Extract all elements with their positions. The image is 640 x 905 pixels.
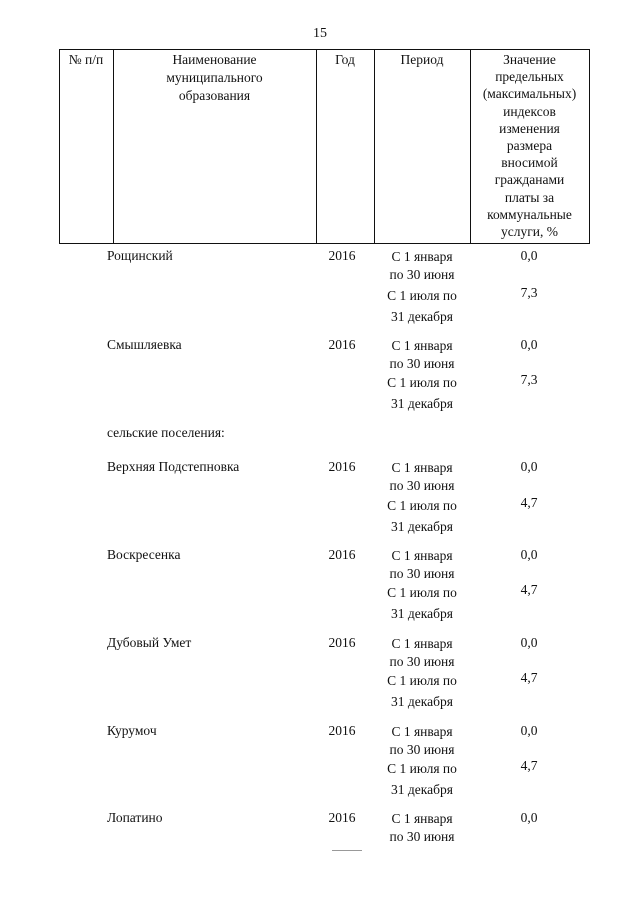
year-cell: 2016 bbox=[328, 810, 356, 825]
header-value-line: Значение bbox=[503, 52, 556, 67]
municipality-name: Рощинский bbox=[107, 248, 173, 263]
header-bottom-border bbox=[59, 243, 590, 244]
period-line: С 1 января bbox=[391, 548, 453, 563]
period-line: С 1 января bbox=[391, 338, 453, 353]
col-border bbox=[316, 49, 317, 244]
header-value-line: (максимальных) bbox=[482, 86, 577, 102]
period-cell bbox=[376, 635, 468, 671]
header-value-line: гражданами bbox=[494, 172, 565, 188]
period-line: С 1 января bbox=[391, 249, 453, 264]
period-line: 31 декабря bbox=[391, 606, 453, 621]
col-border bbox=[374, 49, 375, 244]
page-number: 15 bbox=[313, 26, 327, 41]
value-cell: 4,7 bbox=[520, 495, 538, 510]
period-line: С 1 июля по bbox=[387, 375, 457, 390]
period-cell bbox=[376, 459, 468, 495]
period-line: 31 декабря bbox=[391, 396, 453, 411]
period-line: С 1 июля по bbox=[387, 673, 457, 688]
value-cell: 4,7 bbox=[520, 670, 538, 685]
header-year: Год bbox=[335, 52, 355, 67]
period-line: 31 декабря bbox=[391, 519, 453, 534]
col-border bbox=[589, 49, 590, 244]
period-line: 31 декабря bbox=[391, 694, 453, 709]
table-header bbox=[59, 49, 590, 244]
period-cell bbox=[376, 810, 468, 846]
period-line: 31 декабря bbox=[391, 782, 453, 797]
period-line: С 1 января bbox=[391, 811, 453, 826]
period-line: по 30 июня bbox=[389, 742, 455, 757]
header-value-line: платы за bbox=[504, 189, 555, 205]
header-name-line: Наименование bbox=[172, 52, 257, 67]
period-line: по 30 июня bbox=[389, 267, 455, 282]
header-value-line: коммунальные bbox=[487, 206, 572, 222]
period-line: С 1 июля по bbox=[387, 288, 457, 303]
period-cell bbox=[376, 670, 468, 712]
period-cell bbox=[376, 723, 468, 759]
value-cell: 0,0 bbox=[520, 547, 538, 562]
scan-mark bbox=[332, 850, 362, 851]
header-value-line: изменения bbox=[499, 120, 560, 136]
period-line: С 1 января bbox=[391, 724, 453, 739]
period-cell bbox=[376, 582, 468, 624]
period-line: С 1 июля по bbox=[387, 761, 457, 776]
year-cell: 2016 bbox=[328, 635, 356, 650]
header-period: Период bbox=[400, 52, 444, 67]
year-cell: 2016 bbox=[328, 248, 356, 263]
period-line: С 1 января bbox=[391, 636, 453, 651]
period-cell bbox=[376, 547, 468, 583]
header-value-line: предельных bbox=[495, 69, 564, 85]
municipality-name: Смышляевка bbox=[107, 337, 182, 352]
period-line: С 1 июля по bbox=[387, 585, 457, 600]
period-line: 31 декабря bbox=[391, 309, 453, 324]
period-cell bbox=[376, 337, 468, 373]
municipality-name: Лопатино bbox=[107, 810, 163, 825]
value-cell: 0,0 bbox=[520, 459, 538, 474]
header-value bbox=[470, 49, 589, 240]
value-cell: 4,7 bbox=[520, 758, 538, 773]
value-cell: 4,7 bbox=[520, 582, 538, 597]
header-value-line: размера bbox=[506, 138, 553, 154]
header-value-line: услуги, % bbox=[501, 224, 558, 240]
header-name bbox=[113, 49, 316, 105]
header-name-line: образования bbox=[178, 88, 251, 103]
period-line: по 30 июня bbox=[389, 829, 455, 844]
section-label: сельские поселения: bbox=[107, 425, 225, 440]
header-name-line: муниципального bbox=[166, 70, 263, 85]
year-cell: 2016 bbox=[328, 337, 356, 352]
municipality-name: Курумоч bbox=[107, 723, 157, 738]
period-line: по 30 июня bbox=[389, 478, 455, 493]
period-line: по 30 июня bbox=[389, 654, 455, 669]
value-cell: 7,3 bbox=[520, 372, 538, 387]
period-line: по 30 июня bbox=[389, 356, 455, 371]
year-cell: 2016 bbox=[328, 459, 356, 474]
value-cell: 0,0 bbox=[520, 337, 538, 352]
header-value-line: индексов bbox=[503, 103, 556, 119]
period-cell bbox=[376, 758, 468, 800]
period-cell bbox=[376, 495, 468, 537]
period-line: С 1 января bbox=[391, 460, 453, 475]
value-cell: 0,0 bbox=[520, 723, 538, 738]
value-cell: 7,3 bbox=[520, 285, 538, 300]
municipality-name: Верхняя Подстепновка bbox=[107, 459, 240, 474]
municipality-name: Воскресенка bbox=[107, 547, 181, 562]
value-cell: 0,0 bbox=[520, 635, 538, 650]
period-cell bbox=[376, 248, 468, 284]
header-num: № п/п bbox=[68, 52, 104, 67]
col-border bbox=[59, 49, 60, 244]
header-value-line: вносимой bbox=[501, 155, 558, 171]
year-cell: 2016 bbox=[328, 547, 356, 562]
period-line: по 30 июня bbox=[389, 566, 455, 581]
value-cell: 0,0 bbox=[520, 248, 538, 263]
value-cell: 0,0 bbox=[520, 810, 538, 825]
period-cell bbox=[376, 285, 468, 327]
municipality-name: Дубовый Умет bbox=[107, 635, 192, 650]
year-cell: 2016 bbox=[328, 723, 356, 738]
period-cell bbox=[376, 372, 468, 414]
period-line: С 1 июля по bbox=[387, 498, 457, 513]
